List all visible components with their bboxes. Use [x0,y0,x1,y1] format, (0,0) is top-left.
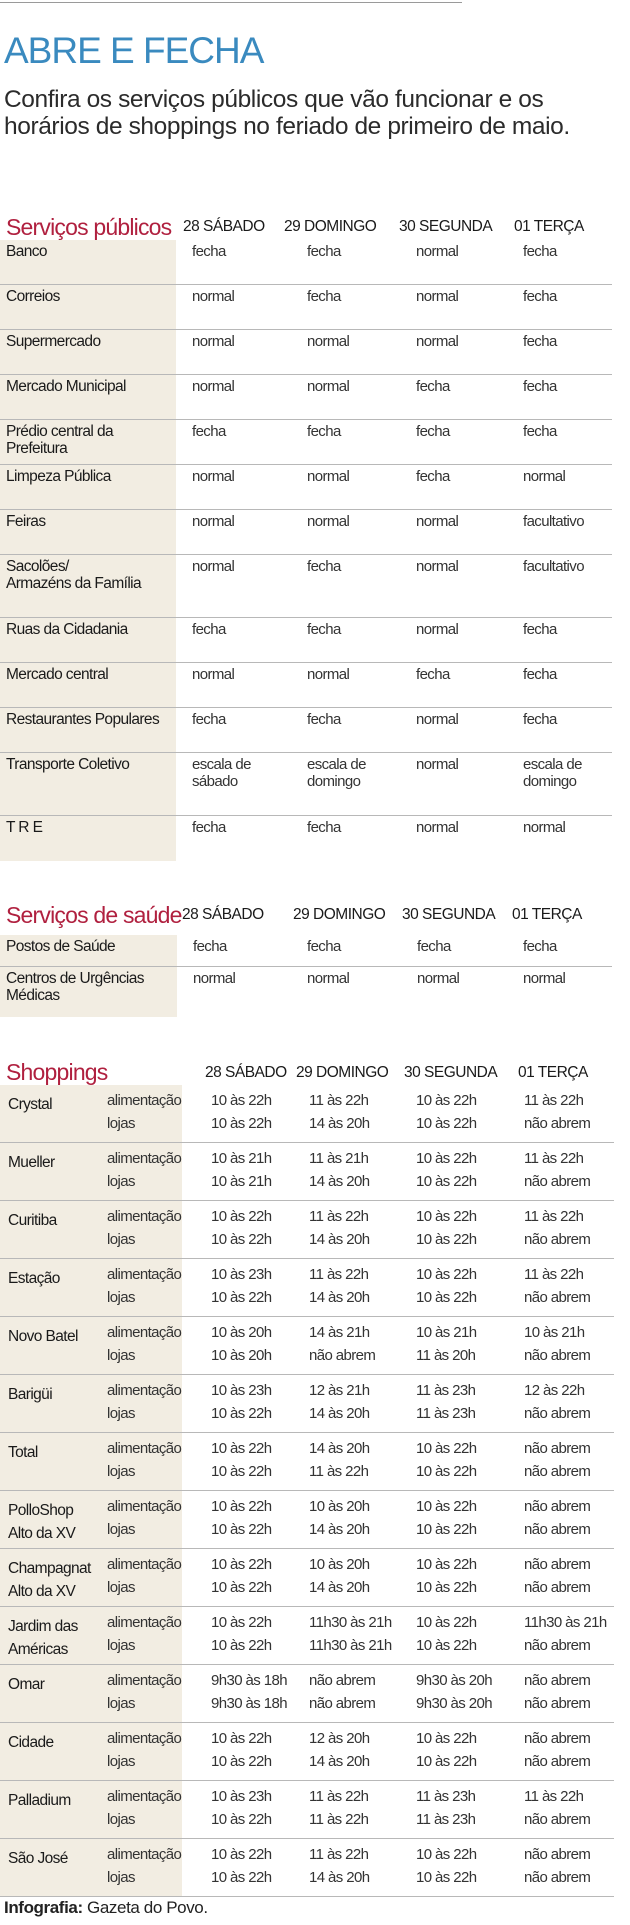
shopping-name: Mueller [8,1154,55,1171]
cell-value: normal [416,756,459,773]
store-hours: 10 às 22h [416,1289,477,1306]
cell-value: fecha [523,711,557,728]
cell-value: fecha [523,333,557,350]
food-hours: 10 às 23h [211,1788,272,1805]
cell-value: fecha [307,288,341,305]
type-label-food: alimentação [107,1730,182,1747]
row-label: Transporte Coletivo [0,753,176,815]
store-hours: 14 às 20h [309,1231,370,1248]
food-hours: 10 às 22h [416,1440,477,1457]
store-hours: não abrem [524,1637,591,1654]
store-hours: 10 às 22h [416,1579,477,1596]
food-hours: 11 às 22h [309,1208,369,1225]
food-hours: 11 às 22h [309,1266,369,1283]
cell-value: fecha [192,711,226,728]
store-hours: não abrem [524,1463,591,1480]
store-hours: 10 às 22h [211,1405,272,1422]
store-hours: não abrem [309,1347,376,1364]
store-hours: 10 às 22h [211,1811,272,1828]
row-label: Centros de Urgências Médicas [0,967,177,1017]
table-row [0,1607,614,1665]
cell-value: normal [192,558,235,575]
store-hours: 10 às 22h [416,1637,477,1654]
row-label: Correios [0,285,176,329]
type-label-food: alimentação [107,1324,182,1341]
cell-value: escala de sábado [192,756,251,790]
food-hours: 14 às 20h [309,1440,370,1457]
type-label-stores: lojas [107,1231,135,1248]
column-header: 28 SÁBADO [183,218,265,235]
food-hours: 10 às 22h [211,1730,272,1747]
cell-value: normal [523,970,566,987]
food-hours: 11h30 às 21h [524,1614,607,1631]
food-hours: não abrem [524,1672,591,1689]
column-header: 29 DOMINGO [296,1064,389,1081]
cell-value: normal [307,513,350,530]
table-row [0,1549,614,1607]
table-row [0,555,612,618]
table-row [0,753,612,816]
section-title: Serviços de saúde [6,902,182,928]
table-row [0,1201,614,1259]
column-header: 28 SÁBADO [182,906,264,923]
cell-value: facultativo [523,558,584,575]
cell-value: fecha [193,938,227,955]
cell-value: normal [307,333,350,350]
column-header: 01 TERÇA [514,218,584,235]
cell-value: fecha [192,243,226,260]
table-row [0,420,612,465]
food-hours: não abrem [524,1846,591,1863]
column-header: 28 SÁBADO [205,1064,287,1081]
food-hours: 11 às 22h [309,1788,369,1805]
food-hours: 11 às 21h [309,1150,369,1167]
cell-value: fecha [307,243,341,260]
cell-value: normal [192,288,235,305]
type-label-stores: lojas [107,1579,135,1596]
type-label-stores: lojas [107,1869,135,1886]
store-hours: não abrem [524,1753,591,1770]
table-row [0,816,612,861]
food-hours: 11 às 22h [309,1846,369,1863]
cell-value: normal [416,288,459,305]
row-label: Restaurantes Populares [0,708,176,752]
type-label-stores: lojas [107,1521,135,1538]
store-hours: 10 às 22h [211,1521,272,1538]
store-hours: não abrem [524,1405,591,1422]
cell-value: fecha [416,666,450,683]
cell-value: normal [193,970,236,987]
cell-value: normal [307,970,350,987]
store-hours: não abrem [524,1231,591,1248]
cell-value: fecha [307,558,341,575]
food-hours: 11 às 22h [524,1788,584,1805]
store-hours: não abrem [524,1521,591,1538]
cell-value: normal [192,333,235,350]
table-row [0,663,612,708]
store-hours: não abrem [524,1347,591,1364]
cell-value: normal [416,711,459,728]
cell-value: fecha [523,621,557,638]
type-label-stores: lojas [107,1463,135,1480]
cell-value: normal [416,333,459,350]
food-hours: 14 às 21h [309,1324,370,1341]
cell-value: normal [307,468,350,485]
food-hours: 10 às 20h [211,1324,272,1341]
row-label: Sacolões/ Armazéns da Família [0,555,176,617]
store-hours: 10 às 22h [416,1869,477,1886]
table-row [0,465,612,510]
food-hours: não abrem [309,1672,376,1689]
cell-value: normal [416,819,459,836]
cell-value: escala de domingo [523,756,582,790]
food-hours: 10 às 22h [211,1846,272,1863]
type-label-food: alimentação [107,1672,182,1689]
cell-value: normal [417,970,460,987]
type-label-stores: lojas [107,1695,135,1712]
shopping-name: Curitiba [8,1212,57,1229]
table-row [0,1085,614,1143]
shopping-name: Palladium [8,1792,71,1809]
store-hours: 10 às 22h [211,1579,272,1596]
food-hours: 9h30 às 18h [211,1672,287,1689]
food-hours: não abrem [524,1440,591,1457]
shopping-name: Cidade [8,1734,54,1751]
food-hours: 10 às 22h [211,1208,272,1225]
store-hours: não abrem [524,1289,591,1306]
store-hours: não abrem [524,1115,591,1132]
column-header: 30 SEGUNDA [404,1064,498,1081]
table-row [0,935,612,967]
store-hours: 14 às 20h [309,1289,370,1306]
store-hours: 10 às 22h [416,1231,477,1248]
store-hours: 14 às 20h [309,1869,370,1886]
food-hours: 10 às 22h [211,1556,272,1573]
food-hours: 10 às 22h [416,1150,477,1167]
type-label-food: alimentação [107,1846,182,1863]
food-hours: 10 às 22h [416,1730,477,1747]
cell-value: fecha [523,423,557,440]
cell-value: fecha [192,621,226,638]
cell-value: normal [307,666,350,683]
shopping-name: Barigüi [8,1386,53,1403]
food-hours: não abrem [524,1556,591,1573]
type-label-food: alimentação [107,1266,182,1283]
store-hours: 10 às 22h [416,1173,477,1190]
column-header: 30 SEGUNDA [399,218,493,235]
store-hours: 9h30 às 20h [416,1695,492,1712]
store-hours: 10 às 22h [211,1753,272,1770]
cell-value: fecha [307,621,341,638]
row-label: Postos de Saúde [0,935,177,966]
type-label-food: alimentação [107,1556,182,1573]
column-header: 29 DOMINGO [284,218,377,235]
cell-value: fecha [416,468,450,485]
table-row [0,618,612,663]
row-label: Feiras [0,510,176,554]
row-label: Banco [0,240,176,284]
type-label-stores: lojas [107,1405,135,1422]
shopping-name: Estação [8,1270,60,1287]
shopping-name: PolloShop Alto da XV [8,1502,76,1542]
column-header: 29 DOMINGO [293,906,386,923]
cell-value: normal [523,819,566,836]
food-hours: 10 às 22h [416,1208,477,1225]
table-row [0,375,612,420]
store-hours: 9h30 às 18h [211,1695,287,1712]
store-hours: não abrem [309,1695,376,1712]
table-row [0,330,612,375]
cell-value: fecha [523,938,557,955]
food-hours: 11 às 22h [524,1208,584,1225]
cell-value: normal [307,378,350,395]
food-hours: 11 às 23h [416,1382,476,1399]
type-label-food: alimentação [107,1150,182,1167]
store-hours: não abrem [524,1869,591,1886]
cell-value: normal [192,378,235,395]
type-label-food: alimentação [107,1208,182,1225]
row-label: Ruas da Cidadania [0,618,176,662]
store-hours: 14 às 20h [309,1173,370,1190]
store-hours: 10 às 22h [416,1115,477,1132]
table-row [0,1839,614,1897]
store-hours: 14 às 20h [309,1405,370,1422]
cell-value: fecha [523,243,557,260]
cell-value: normal [416,558,459,575]
store-hours: não abrem [524,1695,591,1712]
food-hours: 10 às 20h [309,1498,370,1515]
cell-value: fecha [192,423,226,440]
row-label: Limpeza Pública [0,465,176,509]
type-label-stores: lojas [107,1811,135,1828]
column-header: 01 TERÇA [518,1064,588,1081]
food-hours: 12 às 20h [309,1730,370,1747]
store-hours: 11 às 23h [416,1405,476,1422]
shopping-name: Crystal [8,1096,53,1113]
row-label: Mercado central [0,663,176,707]
type-label-stores: lojas [107,1173,135,1190]
section-title: Serviços públicos [6,214,172,240]
food-hours: 10 às 20h [309,1556,370,1573]
type-label-food: alimentação [107,1092,182,1109]
cell-value: fecha [307,819,341,836]
store-hours: 14 às 20h [309,1753,370,1770]
store-hours: não abrem [524,1173,591,1190]
cell-value: fecha [523,288,557,305]
store-hours: 10 às 22h [211,1869,272,1886]
food-hours: 11 às 22h [524,1092,584,1109]
cell-value: normal [192,513,235,530]
store-hours: não abrem [524,1579,591,1596]
store-hours: 10 às 22h [416,1463,477,1480]
table-row [0,1317,614,1375]
type-label-food: alimentação [107,1788,182,1805]
food-hours: não abrem [524,1730,591,1747]
store-hours: 14 às 20h [309,1115,370,1132]
row-label: Mercado Municipal [0,375,176,419]
table-row [0,1723,614,1781]
type-label-stores: lojas [107,1637,135,1654]
cell-value: fecha [307,423,341,440]
store-hours: 10 às 22h [211,1115,272,1132]
food-hours: 10 às 22h [416,1266,477,1283]
food-hours: 11 às 22h [309,1092,369,1109]
cell-value: fecha [307,938,341,955]
store-hours: 10 às 22h [211,1463,272,1480]
cell-value: fecha [417,938,451,955]
store-hours: 11 às 20h [416,1347,476,1364]
food-hours: 10 às 22h [211,1614,272,1631]
type-label-food: alimentação [107,1614,182,1631]
cell-value: fecha [416,423,450,440]
cell-value: normal [192,666,235,683]
food-hours: 10 às 23h [211,1382,272,1399]
table-row [0,1143,614,1201]
cell-value: normal [416,621,459,638]
store-hours: 10 às 22h [211,1637,272,1654]
food-hours: 12 às 21h [309,1382,370,1399]
cell-value: fecha [416,378,450,395]
credit-line [4,1898,208,1918]
store-hours: 14 às 20h [309,1579,370,1596]
credit-text: Gazeta do Povo. [87,1898,208,1917]
type-label-stores: lojas [107,1753,135,1770]
top-divider [0,2,462,3]
shopping-name: São José [8,1850,68,1867]
food-hours: 10 às 21h [416,1324,477,1341]
food-hours: 11h30 às 21h [309,1614,392,1631]
food-hours: 10 às 23h [211,1266,272,1283]
cell-value: fecha [523,666,557,683]
store-hours: 11 às 22h [309,1811,369,1828]
store-hours: 14 às 20h [309,1521,370,1538]
cell-value: normal [416,513,459,530]
page-subtitle: Confira os serviços públicos que vão funcionar e os horários de shoppings no feriado de primeiro de maio. [4,86,570,140]
store-hours: não abrem [524,1811,591,1828]
food-hours: 10 às 22h [416,1846,477,1863]
food-hours: 10 às 21h [524,1324,585,1341]
food-hours: 10 às 22h [416,1614,477,1631]
table-row [0,1491,614,1549]
credit-label: Infografia: [4,1898,83,1917]
table-row [0,967,612,1017]
store-hours: 11 às 23h [416,1811,476,1828]
food-hours: 11 às 22h [524,1266,584,1283]
table-row [0,1259,614,1317]
food-hours: 10 às 22h [211,1440,272,1457]
page-title: ABRE E FECHA [4,30,264,71]
store-hours: 10 às 22h [211,1289,272,1306]
store-hours: 10 às 22h [211,1231,272,1248]
table-row [0,708,612,753]
cell-value: normal [416,243,459,260]
food-hours: 10 às 22h [211,1092,272,1109]
food-hours: 10 às 22h [211,1498,272,1515]
cell-value: fecha [523,378,557,395]
food-hours: 10 às 22h [416,1556,477,1573]
food-hours: 11 às 22h [524,1150,584,1167]
store-hours: 10 às 20h [211,1347,272,1364]
cell-value: fecha [307,711,341,728]
food-hours: 11 às 23h [416,1788,476,1805]
section-title: Shoppings [6,1059,108,1085]
table-row [0,285,612,330]
table-row [0,240,612,285]
row-label: T R E [0,816,176,861]
store-hours: 10 às 22h [416,1753,477,1770]
cell-value: escala de domingo [307,756,366,790]
store-hours: 10 às 21h [211,1173,272,1190]
cell-value: normal [523,468,566,485]
table-row [0,1665,614,1723]
shopping-name: Total [8,1444,38,1461]
store-hours: 11h30 às 21h [309,1637,392,1654]
cell-value: fecha [192,819,226,836]
food-hours: 10 às 21h [211,1150,272,1167]
cell-value: facultativo [523,513,584,530]
store-hours: 11 às 22h [309,1463,369,1480]
column-header: 30 SEGUNDA [402,906,496,923]
shopping-name: Novo Batel [8,1328,78,1345]
food-hours: 9h30 às 20h [416,1672,492,1689]
food-hours: 10 às 22h [416,1498,477,1515]
type-label-stores: lojas [107,1115,135,1132]
food-hours: 10 às 22h [416,1092,477,1109]
type-label-food: alimentação [107,1382,182,1399]
cell-value: normal [192,468,235,485]
shopping-name: Champagnat Alto da XV [8,1560,91,1600]
food-hours: 12 às 22h [524,1382,585,1399]
type-label-food: alimentação [107,1498,182,1515]
type-label-stores: lojas [107,1347,135,1364]
type-label-food: alimentação [107,1440,182,1457]
table-row [0,1433,614,1491]
shopping-name: Omar [8,1676,45,1693]
shopping-name: Jardim das Américas [8,1618,78,1658]
row-label: Supermercado [0,330,176,374]
table-row [0,510,612,555]
type-label-stores: lojas [107,1289,135,1306]
store-hours: 10 às 22h [416,1521,477,1538]
food-hours: não abrem [524,1498,591,1515]
table-row [0,1781,614,1839]
row-label: Prédio central da Prefeitura [0,420,176,464]
table-row [0,1375,614,1433]
column-header: 01 TERÇA [512,906,582,923]
